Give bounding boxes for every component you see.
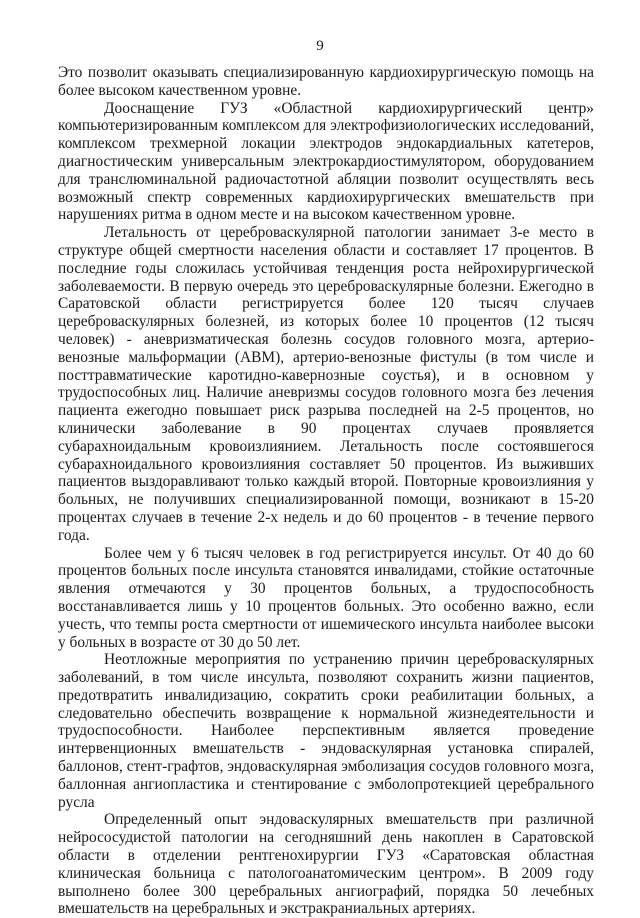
paragraph-continuation: Это позволит оказывать специализированную кардиохирургическую помощь на более высоком качественном уровне. xyxy=(58,64,594,99)
page-number: 9 xyxy=(316,38,324,54)
body-text xyxy=(58,64,594,918)
paragraph-cardio-equipment: Дооснащение ГУЗ «Областной кардиохирургический центр» компьютеризированным комплексом для электрофизиологических исследований, комплексом трехмерной локации электродов эндокардиальных катетеров, диагностическим универсальным электрокардиостимулятором, оборудованием для транслюминальной радиочастотной абляции позволит осуществлять весь возможный спектр современных кардиохирургических вмешательств при нарушениях ритма в одном месте и на высоком качественном уровне. xyxy=(58,99,594,224)
paragraph-emergency-measures: Неотложные мероприятия по устранению причин цереброваскулярных заболеваний, в том числе инсульта, позволяют сохранить жизни пациентов, предотвратить инвалидизацию, сократить сроки реабилитации больных, а следовательно обеспечить возвращение к нормальной жизнедеятельности и трудоспособности. Наиболее перспективным является проведение интервенционных вмешательств - эндоваскулярная установка спиралей, баллонов, стент-графтов, эндоваскулярная эмболизация сосудов головного мозга, баллонная ангиопластика и стентирование с эмболопротекцией церебрального русла xyxy=(58,651,594,811)
paragraph-endovascular-experience: Определенный опыт эндоваскулярных вмешательств при различной нейрососудистой патологии на сегодняшний день накоплен в Саратовской области в отделении рентгенохирургии ГУЗ «Саратовская областная клиническая больница с патологоанатомическим центром». В 2009 году выполнено более 300 церебральных ангиографий, порядка 50 лечебных вмешательств на церебральных и экстракраниальных артериях. xyxy=(58,811,594,918)
paragraph-cerebrovascular-mortality: Летальность от цереброваскулярной патологии занимает 3-е место в структуре общей смертности населения области и составляет 17 процентов. В последние годы сложилась устойчивая тенденция роста нейрохирургической заболеваемости. В первую очередь это цереброваскулярные болезни. Ежегодно в Саратовской области регистрируется более 120 тысяч случаев цереброваскулярных болезней, из которых более 10 процентов (12 тысяч человек) - аневризматическая болезнь сосудов головного мозга, артерио-венозные мальформации (АВМ), артерио-венозные фистулы (в том числе и посттравматические каротидно-кавернозные соустья), и в основном у трудоспособных лиц. Наличие аневризмы сосудов головного мозга без лечения пациента ежегодно повышает риск разрыва последней на 2-5 процентов, но клинически заболевание в 90 процентах случаев проявляется субарахноидальным кровоизлиянием. Летальность после состоявшегося субарахноидального кровоизлияния составляет 50 процентов. Из выживших пациентов выздоравливают только каждый второй. Повторные кровоизлияния у больных, не получивших специализированной помощи, возникают в 15-20 процентах случаев в течение 2-х недель и до 60 процентов - в течение первого года. xyxy=(58,224,594,544)
paragraph-stroke-statistics: Более чем у 6 тысяч человек в год регистрируется инсульт. От 40 до 60 процентов больных после инсульта становятся инвалидами, стойкие остаточные явления отмечаются у 30 процентов больных, а трудоспособность восстанавливается лишь у 10 процентов больных. Это особенно важно, если учесть, что темпы роста смертности от ишемического инсульта наиболее высоки у больных в возрасте от 30 до 50 лет. xyxy=(58,544,594,651)
